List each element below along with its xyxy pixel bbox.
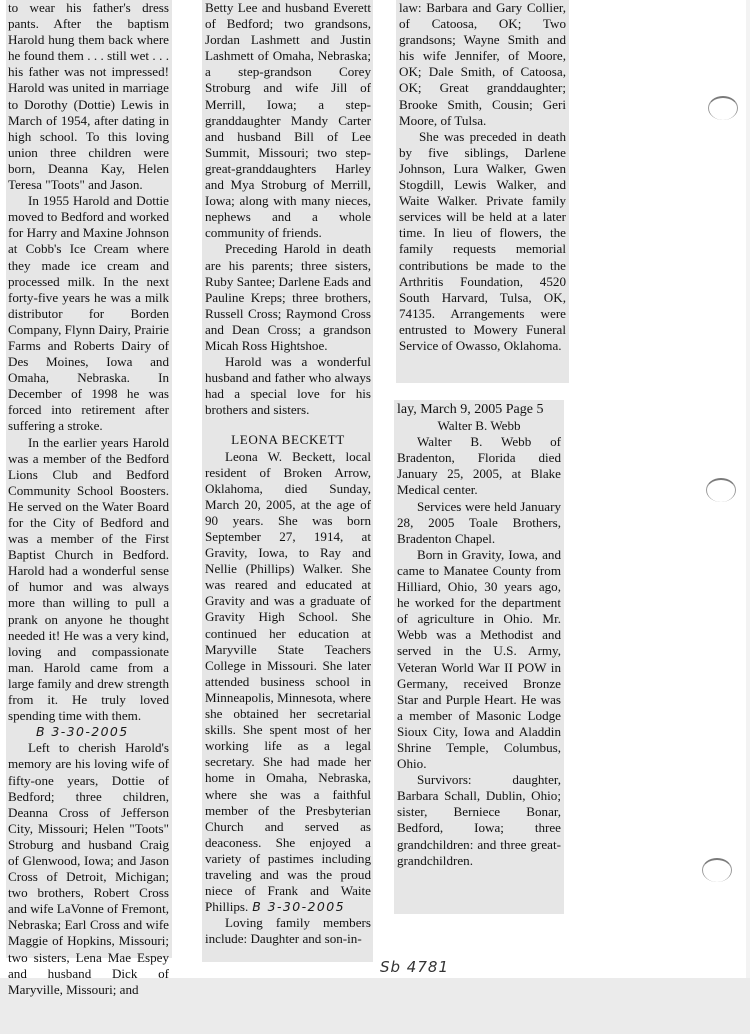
harold-paragraph: In the earlier years Harold was a member of the Bedford Lions Club and Bedford Community School Boosters. He served on the Water Board for the City of Bedford and was a member of the First Baptist Church in Bedford. Harold had a wonderful sense of humor and was always more than willing to pull a prank on anyone he thought needed it! He was a very kind, loving and compassionate man. Harold came from a large family and drew strength from it. He truly loved spending time with them. [8, 434, 169, 724]
punch-hole-bottom [702, 858, 732, 882]
obituary-column-harold-cross [6, 0, 172, 997]
harold-survivors-paragraph: Left to cherish Harold's memory are his loving wife of fifty-one years, Dottie of Bedford; three children, Deanna Cross of Jefferson City, Missouri; Helen "Toots" Stroburg and husband Craig of Glenwood, Iowa; and Jason Cross of Detroit, Michigan; two brothers, Robert Cross and wife LaVonne of Fremont, Nebraska; Earl Cross and wife Maggie of Hopkins, Missouri; two sisters, Lena Mae Espey and husband Dick of Maryville, Missouri; and [8, 740, 169, 997]
obituary-heading: LEONA BECKETT [231, 432, 345, 448]
handwritten-date-text: B 3-30-2005 [36, 724, 129, 740]
walter-paragraph: Walter B. Webb of Bradenton, Florida died January 25, 2005, at Blake Medical center. [397, 434, 561, 498]
leona-paragraph: Leona W. Beckett, local resident of Broken Arrow, Oklahoma, died Sunday, March 20, 2005, at the age of 90 years. She was born September 27, 1914, at Gravity, Iowa, to Ray and Nellie (Phillips) Walker. She was reared and educated at Gravity and was a graduate of Gravity High School. She continued her education at Maryville State Teachers College in Missouri. She later attended business school in Minneapolis, Minnesota, where she obtained her secretarial skills. She spent most of her working life as a legal secretary. She had made her home in Omaha, Nebraska, where she was a faithful member of the Presbyterian Church and served as deaconess. She enjoyed a variety of pastimes including traveling and was the proud niece of Frank and Waite Phillips. B 3-30-2005 [205, 448, 371, 915]
harold-paragraph: In 1955 Harold and Dottie moved to Bedford and worked for Harry and Maxine Johnson at Cobb's Ice Cream where they made ice cream and processed milk. In the next forty-five years he was a milk distributor for Borden Company, Flynn Dairy, Prairie Farms and Roberts Dairy of Des Moines, Iowa and Omaha, Nebraska. In December of 1998 he was forced into retirement after suffering a stroke. [8, 193, 169, 434]
obituary-column-leona-continued [396, 0, 569, 383]
obituary-column-walter-webb [394, 400, 564, 914]
leona-continued-paragraph: She was preceded in death by five siblings, Darlene Johnson, Lura Walker, Gwen Stogdill, Lewis Walker, and Waite Walker. Private family services will be held at a later time. In lieu of flowers, the family requests memorial contributions be made to the Arthritis Foundation, 4520 South Harvard, Tulsa, OK, 74135. Arrangements were entrusted to Mowery Funeral Service of Owasso, Oklahoma. [399, 128, 566, 353]
obituary-column-leona-beckett [202, 0, 373, 962]
harold-family-paragraph: Preceding Harold in death are his parents; three sisters, Ruby Santee; Darlene Eads and Pauline Kreps; three brothers, Russell Cross; Raymond Cross and Dean Cross; a grandson Micah Ross Hightshoe. [205, 241, 371, 353]
leona-family-paragraph: Loving family members include: Daughter and son-in- [205, 915, 371, 947]
handwritten-date: B 3-30-2005 [252, 899, 345, 915]
walter-paragraph: Born in Gravity, Iowa, and came to Manatee County from Hilliard, Ohio, 30 years ago, he worked for the department of agriculture in Ohio. Mr. Webb was a Methodist and served in the U.S. Army, Veteran World War II POW in Germany, received Bronze Star and Purple Heart. He was a member of Masonic Lodge Sioux City, Iowa and Aladdin Shrine Temple, Columbus, Ohio. [397, 546, 561, 772]
handwritten-date [8, 724, 169, 740]
obituary-heading: Walter B. Webb [437, 418, 521, 434]
harold-family-paragraph: Betty Lee and husband Everett of Bedford; two grandsons, Jordan Lashmett and Justin Lashmett of Omaha, Nebraska; a step-grandson Corey Stroburg and wife Jill of Merrill, Iowa; a step-granddaughter Mandy Carter and husband Bill of Lee Summit, Missouri; two step-great-granddaughters Harley and Mya Stroburg of Merrill, Iowa; along with many nieces, nephews and a whole community of friends. [205, 0, 371, 241]
spacer [205, 418, 371, 432]
punch-hole-top [708, 96, 738, 120]
walter-paragraph: Services were held January 28, 2005 Toale Brothers, Bradenton Chapel. [397, 498, 561, 546]
punch-hole-middle [706, 478, 736, 502]
harold-paragraph: to wear his father's dress pants. After the baptism Harold hung them back where he found them . . . still wet . . . his father was not impressed! Harold was united in marriage to Dorothy (Dottie) Lewis in March of 1954, after dating in high school. To this loving union three children were born, Deanna Kay, Helen Teresa "Toots" and Jason. [8, 0, 169, 193]
newspaper-date-header: lay, March 9, 2005 Page 5 [397, 402, 544, 417]
walter-paragraph: Survivors: daughter, Barbara Schall, Dublin, Ohio; sister, Berniece Bonar, Bedford, Iowa; three grandchildren: and three great-grandchildren. [397, 772, 561, 868]
leona-continued-paragraph: law: Barbara and Gary Collier, of Catoosa, OK; Two grandsons; Wayne Smith and his wife Jennifer, of Moore, OK; Dale Smith, of Catoosa, OK; Great granddaughter; Brooke Smith, Cousin; Geri Moore, of Tulsa. [399, 0, 566, 128]
reference-number: Sb 4781 [380, 958, 449, 976]
harold-family-paragraph: Harold was a wonderful husband and father who always had a special love for his brothers and sisters. [205, 354, 371, 418]
